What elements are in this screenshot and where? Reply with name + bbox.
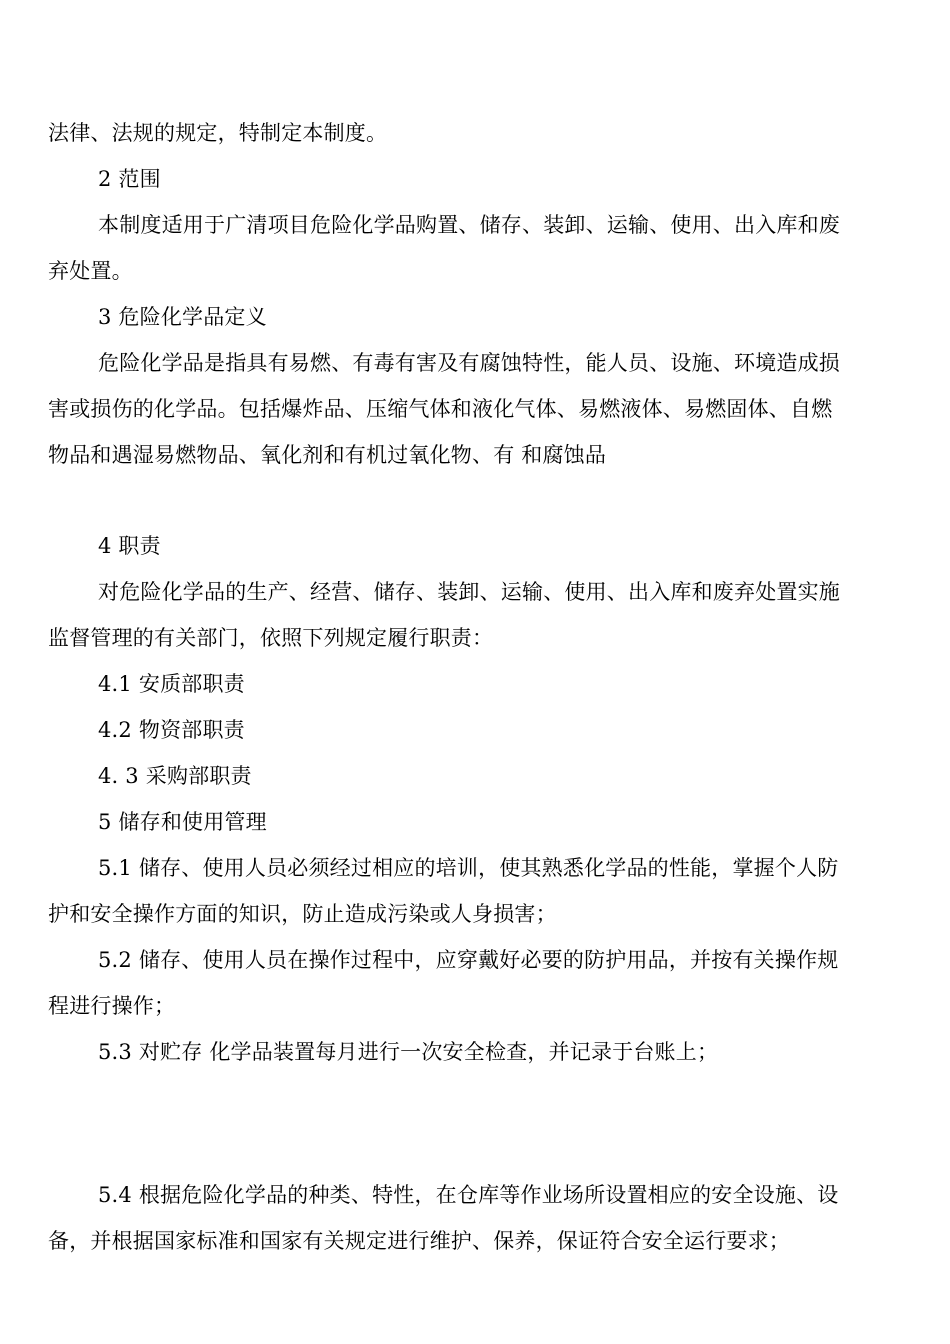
text-line: 5.1 储存、使用人员必须经过相应的培训，使其熟悉化学品的性能，掌握个人防 — [98, 856, 839, 880]
text-line: 对危险化学品的生产、经营、储存、装卸、运输、使用、出入库和废弃处置实施 — [98, 580, 840, 604]
text-line: 害或损伤的化学品。包括爆炸品、压缩气体和液化气体、易燃液体、易燃固体、自燃 — [48, 397, 833, 421]
subsection-heading: 4.2 物资部职责 — [98, 718, 245, 742]
section-heading: 4 职责 — [98, 534, 161, 558]
section-heading: 3 危险化学品定义 — [98, 305, 267, 329]
text-line: 5.3 对贮存 化学品装置每月进行一次安全检查，并记录于台账上； — [98, 1040, 719, 1064]
text-line: 弃处置。 — [48, 259, 133, 283]
text-line: 程进行操作； — [48, 994, 176, 1018]
text-line: 法律、法规的规定，特制定本制度。 — [48, 121, 388, 145]
text-line: 护和安全操作方面的知识，防止造成污染或人身损害； — [48, 902, 557, 926]
text-line: 监督管理的有关部门，依照下列规定履行职责： — [48, 626, 494, 650]
text-line: 5.2 储存、使用人员在操作过程中，应穿戴好必要的防护用品，并按有关操作规 — [98, 948, 839, 972]
subsection-heading: 4. 3 采购部职责 — [98, 764, 252, 788]
text-line: 危险化学品是指具有易燃、有毒有害及有腐蚀特性，能人员、设施、环境造成损 — [98, 351, 840, 375]
text-line: 物品和遇湿易燃物品、氧化剂和有机过氧化物、有 和腐蚀品 — [48, 443, 607, 467]
section-heading: 2 范围 — [98, 167, 161, 191]
text-line: 备，并根据国家标准和国家有关规定进行维护、保养，保证符合安全运行要求； — [48, 1229, 790, 1253]
text-line: 本制度适用于广清项目危险化学品购置、储存、装卸、运输、使用、出入库和废 — [98, 213, 840, 237]
section-heading: 5 储存和使用管理 — [98, 810, 267, 834]
subsection-heading: 4.1 安质部职责 — [98, 672, 245, 696]
text-line: 5.4 根据危险化学品的种类、特性，在仓库等作业场所设置相应的安全设施、设 — [98, 1183, 839, 1207]
